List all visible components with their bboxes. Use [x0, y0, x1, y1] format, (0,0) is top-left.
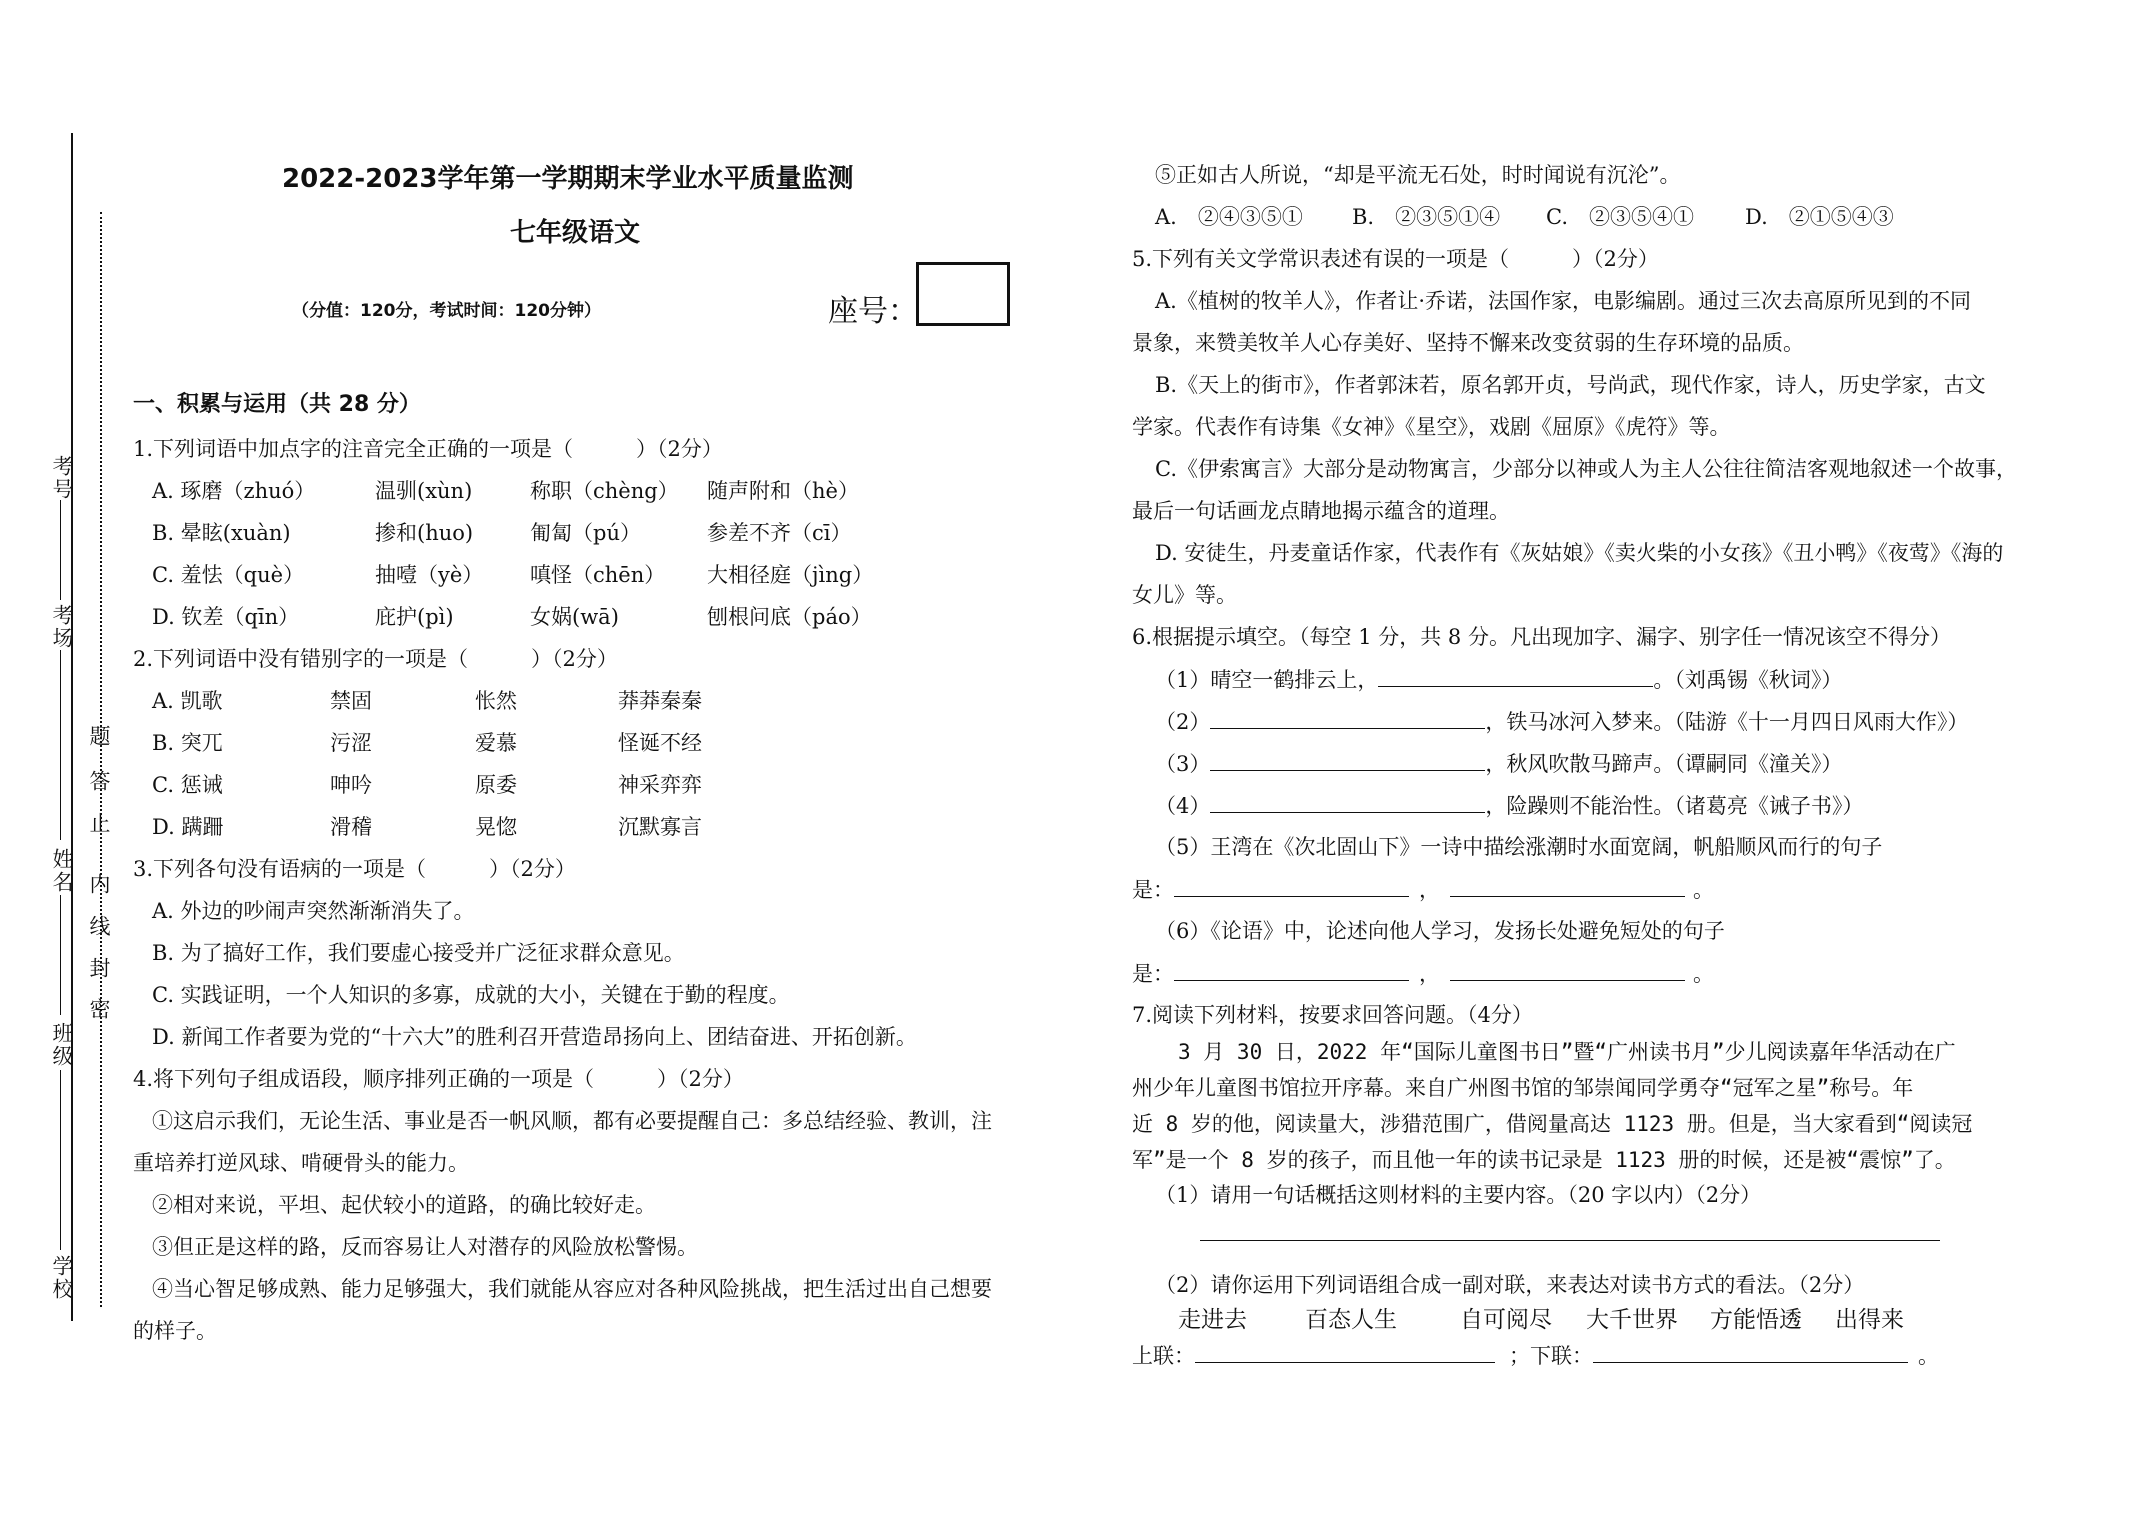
q6-5-blank-2[interactable] [1450, 874, 1685, 897]
q4-sentence-5: ⑤正如古人所说，“却是平流无石处，时时闻说有沉沦”。 [1155, 163, 1681, 187]
q6-item-2 [1155, 706, 1968, 737]
q4-sentence-2: ②相对来说，平坦、起伏较小的道路，的确比较好走。 [152, 1193, 656, 1217]
binding-dotted-line [100, 212, 102, 1307]
q6-5-blank-1[interactable] [1174, 874, 1409, 897]
q6-2-num: （2） [1155, 710, 1211, 734]
q2-row-b-2: 污涩 [330, 731, 372, 755]
q6-3-blank[interactable] [1210, 748, 1485, 771]
q2-row-a-2: 禁固 [330, 689, 372, 713]
passage-line-1: 3 月 30 日，2022 年“国际儿童图书日”暨“广州读书月”少儿阅读嘉年华活动在广 [1178, 1040, 1956, 1064]
couplet-word-5: 方能悟透 [1710, 1307, 1802, 1333]
couplet-word-3: 自可阅尽 [1460, 1307, 1552, 1333]
q3-option-b: B. 为了搞好工作，我们要虚心接受并广泛征求群众意见。 [152, 941, 685, 965]
q1-row-b-4: 参差不齐（cī） [707, 521, 852, 545]
fill-line-kaochang [60, 650, 61, 840]
q4-sentence-4b: 的样子。 [133, 1319, 217, 1343]
q1-row-d-3: 女娲(wā) [530, 605, 619, 629]
notice-mi: 密 [87, 998, 111, 1021]
q5-option-c-1: C.《伊索寓言》大部分是动物寓言，少部分以神或人为主人公往往简洁客观地叙述一个故事， [1155, 457, 2017, 481]
q1-row-b-3: 匍匐（pú） [530, 521, 641, 545]
q7-part-1: （1）请用一句话概括这则材料的主要内容。（20 字以内）（2分） [1155, 1183, 1762, 1207]
notice-ti: 题 [87, 725, 111, 748]
q5-option-b-2: 学家。代表作有诗集《女神》《星空》，戏剧《屈原》《虎符》等。 [1132, 415, 1731, 439]
couplet-word-2: 百态人生 [1305, 1307, 1397, 1333]
q5-option-a-2: 景象，来赞美牧羊人心存美好、坚持不懈来改变贫弱的生存环境的品质。 [1132, 331, 1804, 355]
notice-feng: 封 [87, 957, 111, 980]
exam-subtitle: 七年级语文 [510, 218, 641, 248]
notice-da: 答 [87, 770, 111, 793]
question-5: 5.下列有关文学常识表述有误的一项是（ ）（2分） [1132, 247, 1659, 271]
binding-solid-line [71, 133, 73, 1321]
couplet-word-1: 走进去 [1178, 1307, 1247, 1333]
fill-line-xingming [60, 895, 61, 1015]
q3-option-d: D. 新闻工作者要为党的“十六大”的胜利召开营造昂扬向上、团结奋进、开拓创新。 [152, 1025, 917, 1049]
q6-5-shi: 是： [1132, 878, 1174, 902]
q6-item-5-answer [1132, 874, 1714, 905]
q1-row-a-4: 随声附和（hè） [707, 479, 859, 503]
q2-row-c-4: 神采弈弈 [618, 773, 702, 797]
label-banji: 班级 [50, 1022, 74, 1068]
q4-sentence-3: ③但正是这样的路，反而容易让人对潜存的风险放松警惕。 [152, 1235, 698, 1259]
q1-row-d-2: 庇护(pì) [375, 605, 454, 629]
xialian-label: ；下联： [1509, 1344, 1593, 1368]
notice-zhi: 止 [87, 812, 111, 835]
q6-3-num: （3） [1155, 752, 1211, 776]
q4-sentence-1a: ①这启示我们，无论生活、事业是否一帆风顺，都有必要提醒自己：多总结经验、教训，注 [152, 1109, 992, 1133]
q1-row-c-4: 大相径庭（jìng） [707, 563, 874, 587]
shanglian-blank[interactable] [1195, 1340, 1495, 1363]
shanglian-label: 上联： [1132, 1344, 1195, 1368]
q2-row-a-3: 怅然 [475, 689, 517, 713]
question-4: 4.将下列句子组成语段，顺序排列正确的一项是（ ）（2分） [133, 1067, 744, 1091]
q3-option-c: C. 实践证明，一个人知识的多寡，成就的大小，关键在于勤的程度。 [152, 983, 790, 1007]
q6-4-blank[interactable] [1210, 790, 1485, 813]
q1-row-a-3: 称职（chèng） [530, 479, 679, 503]
q5-option-d-2: 女儿》等。 [1132, 583, 1237, 607]
q1-row-d-1: D. 钦差（qīn） [152, 605, 300, 629]
q6-6-period: 。 [1693, 962, 1714, 986]
q6-4-source: ，险躁则不能治性。（诸葛亮《诫子书》） [1485, 794, 1864, 818]
q6-1-source: 。（刘禹锡《秋词》） [1653, 668, 1843, 692]
q3-option-a: A. 外边的吵闹声突然渐渐消失了。 [152, 899, 475, 923]
q6-4-num: （4） [1155, 794, 1211, 818]
notice-xian: 线 [87, 915, 111, 938]
question-2: 2.下列词语中没有错别字的一项是（ ）（2分） [133, 647, 618, 671]
fill-line-banji [60, 1070, 61, 1250]
couplet-word-4: 大千世界 [1586, 1307, 1678, 1333]
q7-part-2: （2）请你运用下列词语组合成一副对联，来表达对读书方式的看法。（2分） [1155, 1273, 1865, 1297]
couplet-end-period: 。 [1918, 1344, 1939, 1368]
q4-option-d: D. ②①⑤④③ [1745, 205, 1894, 229]
q1-row-c-3: 嗔怪（chēn） [530, 563, 666, 587]
q6-1-blank[interactable] [1378, 664, 1653, 687]
question-1: 1.下列词语中加点字的注音完全正确的一项是（ ）（2分） [133, 437, 723, 461]
q2-row-c-3: 原委 [475, 773, 517, 797]
exam-title: 2022-2023学年第一学期期末学业水平质量监测 [282, 164, 854, 194]
q1-row-c-1: C. 羞怯（què） [152, 563, 305, 587]
q1-row-a-1: A. 琢磨（zhuó） [152, 479, 316, 503]
q6-item-3 [1155, 748, 1842, 779]
q6-5-comma: ， [1419, 878, 1440, 902]
couplet-answer-row [1132, 1340, 1939, 1371]
passage-line-3: 近 8 岁的他，阅读量大，涉猎范围广，借阅量高达 1123 册。但是，当大家看到“阅读冠 [1132, 1112, 1973, 1136]
q1-row-b-1: B. 晕眩(xuàn) [152, 521, 291, 545]
label-xuexiao: 学校 [50, 1255, 74, 1301]
q4-option-c: C. ②③⑤④① [1546, 205, 1694, 229]
q2-row-b-1: B. 突兀 [152, 731, 223, 755]
q6-item-6-answer [1132, 958, 1714, 989]
seat-label: 座号： [828, 294, 918, 329]
q6-6-comma: ， [1419, 962, 1440, 986]
q5-option-b-1: B.《天上的街市》，作者郭沫若，原名郭开贞，号尚武，现代作家，诗人，历史学家，古文 [1155, 373, 1986, 397]
q1-row-d-4: 刨根问底（páo） [707, 605, 872, 629]
q6-1-prompt: （1）晴空一鹤排云上， [1155, 668, 1379, 692]
q4-sentence-4a: ④当心智足够成熟、能力足够强大，我们就能从容应对各种风险挑战，把生活过出自己想要 [152, 1277, 992, 1301]
label-kaohao: 考号 [50, 455, 74, 501]
q2-row-a-1: A. 凯歌 [152, 689, 223, 713]
q4-option-b: B. ②③⑤①④ [1352, 205, 1501, 229]
q7-1-answer-line[interactable] [1200, 1240, 1940, 1241]
q6-6-blank-1[interactable] [1174, 958, 1409, 981]
question-6: 6.根据提示填空。（每空 1 分，共 8 分。凡出现加字、漏字、别字任一情况该空不得分） [1132, 625, 1951, 649]
label-kaochang: 考场 [50, 604, 74, 650]
score-info: （分值：120分，考试时间：120分钟） [292, 301, 601, 321]
q6-3-source: ，秋风吹散马蹄声。（谭嗣同《潼关》） [1485, 752, 1843, 776]
q2-row-b-4: 怪诞不经 [618, 731, 702, 755]
q6-6-blank-2[interactable] [1450, 958, 1685, 981]
q6-2-source: ，铁马冰河入梦来。（陆游《十一月四日风雨大作》） [1485, 710, 1969, 734]
q6-item-6: （6）《论语》中，论述向他人学习，发扬长处避免短处的句子 [1155, 919, 1725, 943]
q6-6-shi: 是： [1132, 962, 1174, 986]
q1-row-c-2: 抽噎（yè） [375, 563, 484, 587]
couplet-word-6: 出得来 [1835, 1307, 1904, 1333]
q2-row-d-4: 沉默寡言 [618, 815, 702, 839]
seat-number-box[interactable] [916, 262, 1010, 326]
q2-row-a-4: 莽莽秦秦 [618, 689, 702, 713]
q5-option-a-1: A.《植树的牧羊人》，作者让·乔诺，法国作家，电影编剧。通过三次去高原所见到的不同 [1155, 289, 1972, 313]
q6-item-1 [1155, 664, 1842, 695]
fill-line-kaohao [60, 500, 61, 600]
q1-row-b-2: 掺和(huo) [375, 521, 474, 545]
q6-item-4 [1155, 790, 1863, 821]
xialian-blank[interactable] [1593, 1340, 1908, 1363]
passage-line-2: 州少年儿童图书馆拉开序幕。来自广州图书馆的邹崇闻同学勇夺“冠军之星”称号。年 [1132, 1076, 1914, 1100]
q6-2-blank[interactable] [1210, 706, 1485, 729]
q1-row-a-2: 温驯(xùn) [375, 479, 473, 503]
question-3: 3.下列各句没有语病的一项是（ ）（2分） [133, 857, 576, 881]
notice-nei: 内 [87, 873, 111, 896]
passage-line-4: 军”是一个 8 岁的孩子，而且他一年的读书记录是 1123 册的时候，还是被“震惊”了。 [1132, 1148, 1956, 1172]
q4-option-a: A. ②④③⑤① [1155, 205, 1303, 229]
section-title-1: 一、积累与运用（共 28 分） [133, 392, 421, 417]
q5-option-c-2: 最后一句话画龙点睛地揭示蕴含的道理。 [1132, 499, 1510, 523]
q6-item-5: （5）王湾在《次北固山下》一诗中描绘涨潮时水面宽阔，帆船顺风而行的句子 [1155, 835, 1883, 859]
q2-row-c-2: 呻吟 [330, 773, 372, 797]
q2-row-d-1: D. 蹒跚 [152, 815, 224, 839]
question-7: 7.阅读下列材料，按要求回答问题。（4分） [1132, 1003, 1533, 1027]
q5-option-d-1: D. 安徒生，丹麦童话作家，代表作有《灰姑娘》《卖火柴的小女孩》《丑小鸭》《夜莺》《海的 [1155, 541, 2004, 565]
label-xingming: 姓名 [50, 848, 74, 894]
q2-row-d-3: 晃惚 [475, 815, 517, 839]
q2-row-c-1: C. 惩诫 [152, 773, 223, 797]
q6-5-period: 。 [1693, 878, 1714, 902]
q2-row-b-3: 爱慕 [475, 731, 517, 755]
q2-row-d-2: 滑稽 [330, 815, 372, 839]
q4-sentence-1b: 重培养打逆风球、啃硬骨头的能力。 [133, 1151, 469, 1175]
